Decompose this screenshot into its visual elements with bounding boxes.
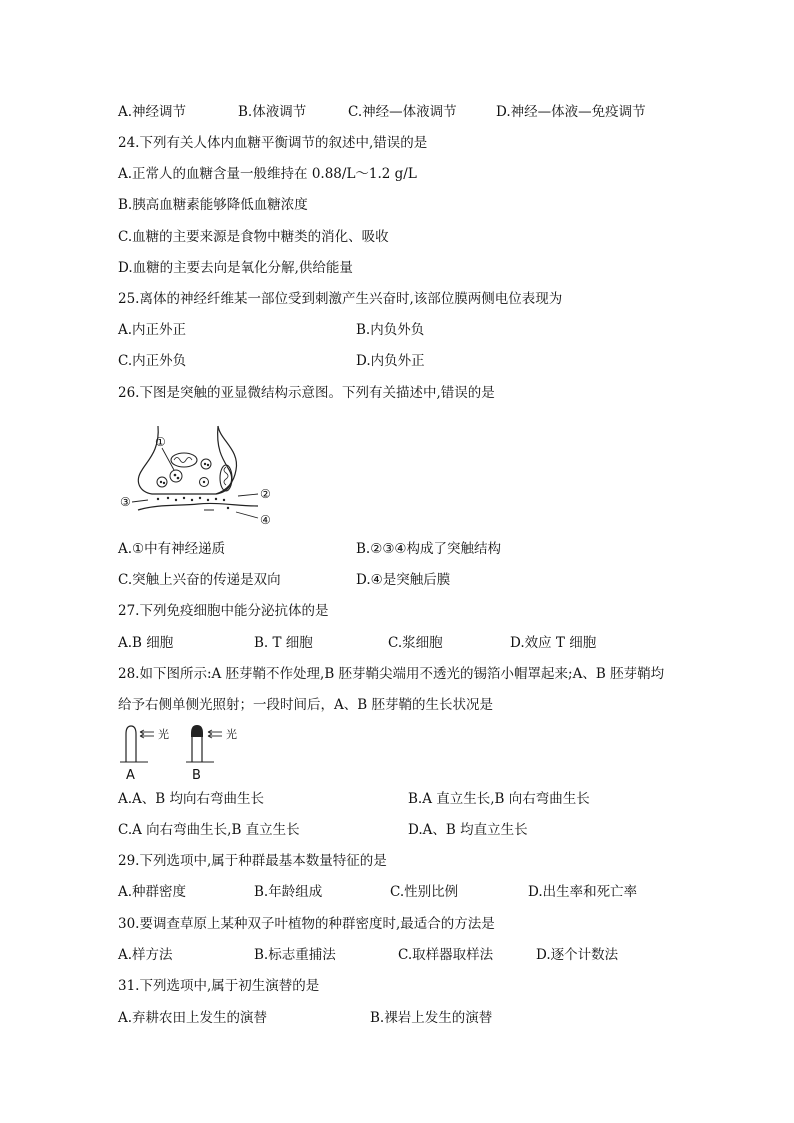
q29-option-d: D.出生率和死亡率 <box>528 884 638 900</box>
q26-option-b: B.②③④构成了突触结构 <box>356 541 502 557</box>
coleoptile-label-a: A <box>126 768 135 782</box>
synapse-diagram <box>118 420 288 532</box>
q29-option-c: C.性别比例 <box>390 884 459 900</box>
q24-stem: 24.下列有关人体内血糖平衡调节的叙述中,错误的是 <box>118 135 428 151</box>
q29-stem: 29.下列选项中,属于种群最基本数量特征的是 <box>118 853 387 869</box>
q31-stem: 31.下列选项中,属于初生演替的是 <box>118 978 320 994</box>
q28-option-b: B.A 直立生长,B 向右弯曲生长 <box>408 791 590 807</box>
q30-option-a: A.样方法 <box>118 947 173 963</box>
q24-option-a: A.正常人的血糖含量一般维持在 0.88/L～1.2 g/L <box>118 166 417 182</box>
q23-option-a: A.神经调节 <box>118 104 187 120</box>
q26-option-c: C.突触上兴奋的传递是双向 <box>118 572 281 588</box>
light-label-b: 光 <box>226 728 237 741</box>
q29-option-b: B.年龄组成 <box>254 884 323 900</box>
q27-option-b: B. T 细胞 <box>254 635 313 651</box>
synapse-label-2: ② <box>260 487 271 501</box>
q28-stem-line1: 28.如下图所示:A 胚芽鞘不作处理,B 胚芽鞘尖端用不透光的锡箔小帽罩起来;A、B 胚芽鞘均 <box>118 666 665 682</box>
q28-option-a: A.A、B 均向右弯曲生长 <box>118 791 265 807</box>
q25-option-c: C.内正外负 <box>118 353 187 369</box>
q25-stem: 25.离体的神经纤维某一部位受到刺激产生兴奋时,该部位膜两侧电位表现为 <box>118 291 563 307</box>
synapse-label-3: ③ <box>120 495 131 509</box>
q31-option-a: A.弃耕农田上发生的演替 <box>118 1010 268 1026</box>
q26-option-a: A.①中有神经递质 <box>118 541 226 557</box>
q23-option-b: B.体液调节 <box>238 104 307 120</box>
q26-option-d: D.④是突触后膜 <box>356 572 451 588</box>
q28-option-c: C.A 向右弯曲生长,B 直立生长 <box>118 822 300 838</box>
q30-option-b: B.标志重捕法 <box>254 947 336 963</box>
q25-option-b: B.内负外负 <box>356 322 425 338</box>
q27-option-a: A.B 细胞 <box>118 635 174 651</box>
coleoptile-label-b: B <box>192 768 201 782</box>
q26-stem: 26.下图是突触的亚显微结构示意图。下列有关描述中,错误的是 <box>118 385 495 401</box>
light-label-a: 光 <box>158 728 169 741</box>
q23-option-c: C.神经—体液调节 <box>348 104 457 120</box>
q27-option-d: D.效应 T 细胞 <box>510 635 597 651</box>
q30-option-d: D.逐个计数法 <box>536 947 619 963</box>
synapse-label-1: ① <box>155 435 166 449</box>
q23-option-d: D.神经—体液—免疫调节 <box>496 104 646 120</box>
q30-option-c: C.取样器取样法 <box>398 947 494 963</box>
q27-option-c: C.浆细胞 <box>388 635 443 651</box>
q28-stem-line2: 给予右侧单侧光照射；一段时间后，A、B 胚芽鞘的生长状况是 <box>118 697 493 713</box>
q31-option-b: B.裸岩上发生的演替 <box>370 1010 493 1026</box>
synapse-label-4: ④ <box>260 513 271 527</box>
q24-option-d: D.血糖的主要去向是氧化分解,供给能量 <box>118 260 353 276</box>
q27-stem: 27.下列免疫细胞中能分泌抗体的是 <box>118 603 329 619</box>
q30-stem: 30.要调查草原上某种双子叶植物的种群密度时,最适合的方法是 <box>118 916 495 932</box>
q29-option-a: A.种群密度 <box>118 884 187 900</box>
coleoptile-diagram <box>118 724 258 782</box>
q24-option-b: B.胰高血糖素能够降低血糖浓度 <box>118 197 308 213</box>
q25-option-a: A.内正外正 <box>118 322 187 338</box>
q24-option-c: C.血糖的主要来源是食物中糖类的消化、吸收 <box>118 229 389 245</box>
q25-option-d: D.内负外正 <box>356 353 425 369</box>
q28-option-d: D.A、B 均直立生长 <box>408 822 528 838</box>
